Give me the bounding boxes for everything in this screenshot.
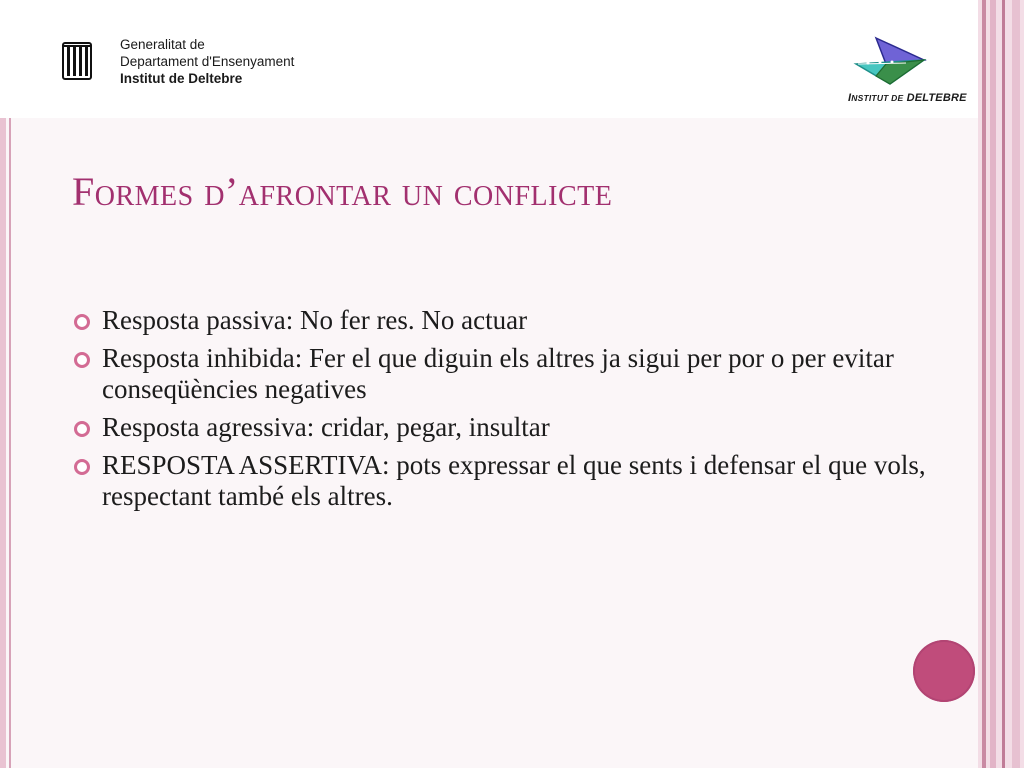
gencat-text-block xyxy=(120,36,294,87)
right-decorative-stripe xyxy=(990,0,996,768)
bullet-text: RESPOSTA ASSERTIVA: pots expressar el que sents i defensar el que vols, respectant també els altres. xyxy=(102,450,926,511)
ring-bullet-icon xyxy=(74,314,90,330)
gencat-line-3: Institut de Deltebre xyxy=(120,71,243,86)
bullet-item-inhibited xyxy=(70,343,930,405)
right-decorative-stripe xyxy=(1012,0,1020,768)
slide-title: Formes d’afrontar un conflicte xyxy=(72,169,613,214)
generalitat-emblem-icon xyxy=(62,42,92,80)
institut-logo-prefix: I xyxy=(848,92,852,104)
bullet-text: Resposta inhibida: Fer el que diguin els altres ja sigui per por o per evitar conseqüències negatives xyxy=(102,343,894,404)
ring-bullet-icon xyxy=(74,421,90,437)
gencat-line-2: Departament d'Ensenyament xyxy=(120,54,295,69)
gencat-line-1: Generalitat de xyxy=(120,37,205,52)
bullet-list xyxy=(70,305,930,519)
bullet-text: Resposta passiva: No fer res. No actuar xyxy=(102,305,528,335)
bullet-item-assertive xyxy=(70,450,930,512)
bullet-item-passive xyxy=(70,305,930,336)
ring-bullet-icon xyxy=(74,352,90,368)
institut-logo-small: NSTITUT DE xyxy=(851,93,904,103)
decorative-circle xyxy=(913,640,975,702)
ring-bullet-icon xyxy=(74,459,90,475)
bullet-text: Resposta agressiva: cridar, pegar, insultar xyxy=(102,412,550,442)
institut-logo-main: DELTEBRE xyxy=(906,92,967,104)
right-decorative-stripe xyxy=(982,0,986,768)
bullet-item-aggressive xyxy=(70,412,930,443)
right-decorative-stripe xyxy=(1002,0,1005,768)
institut-logo-name xyxy=(848,92,982,104)
